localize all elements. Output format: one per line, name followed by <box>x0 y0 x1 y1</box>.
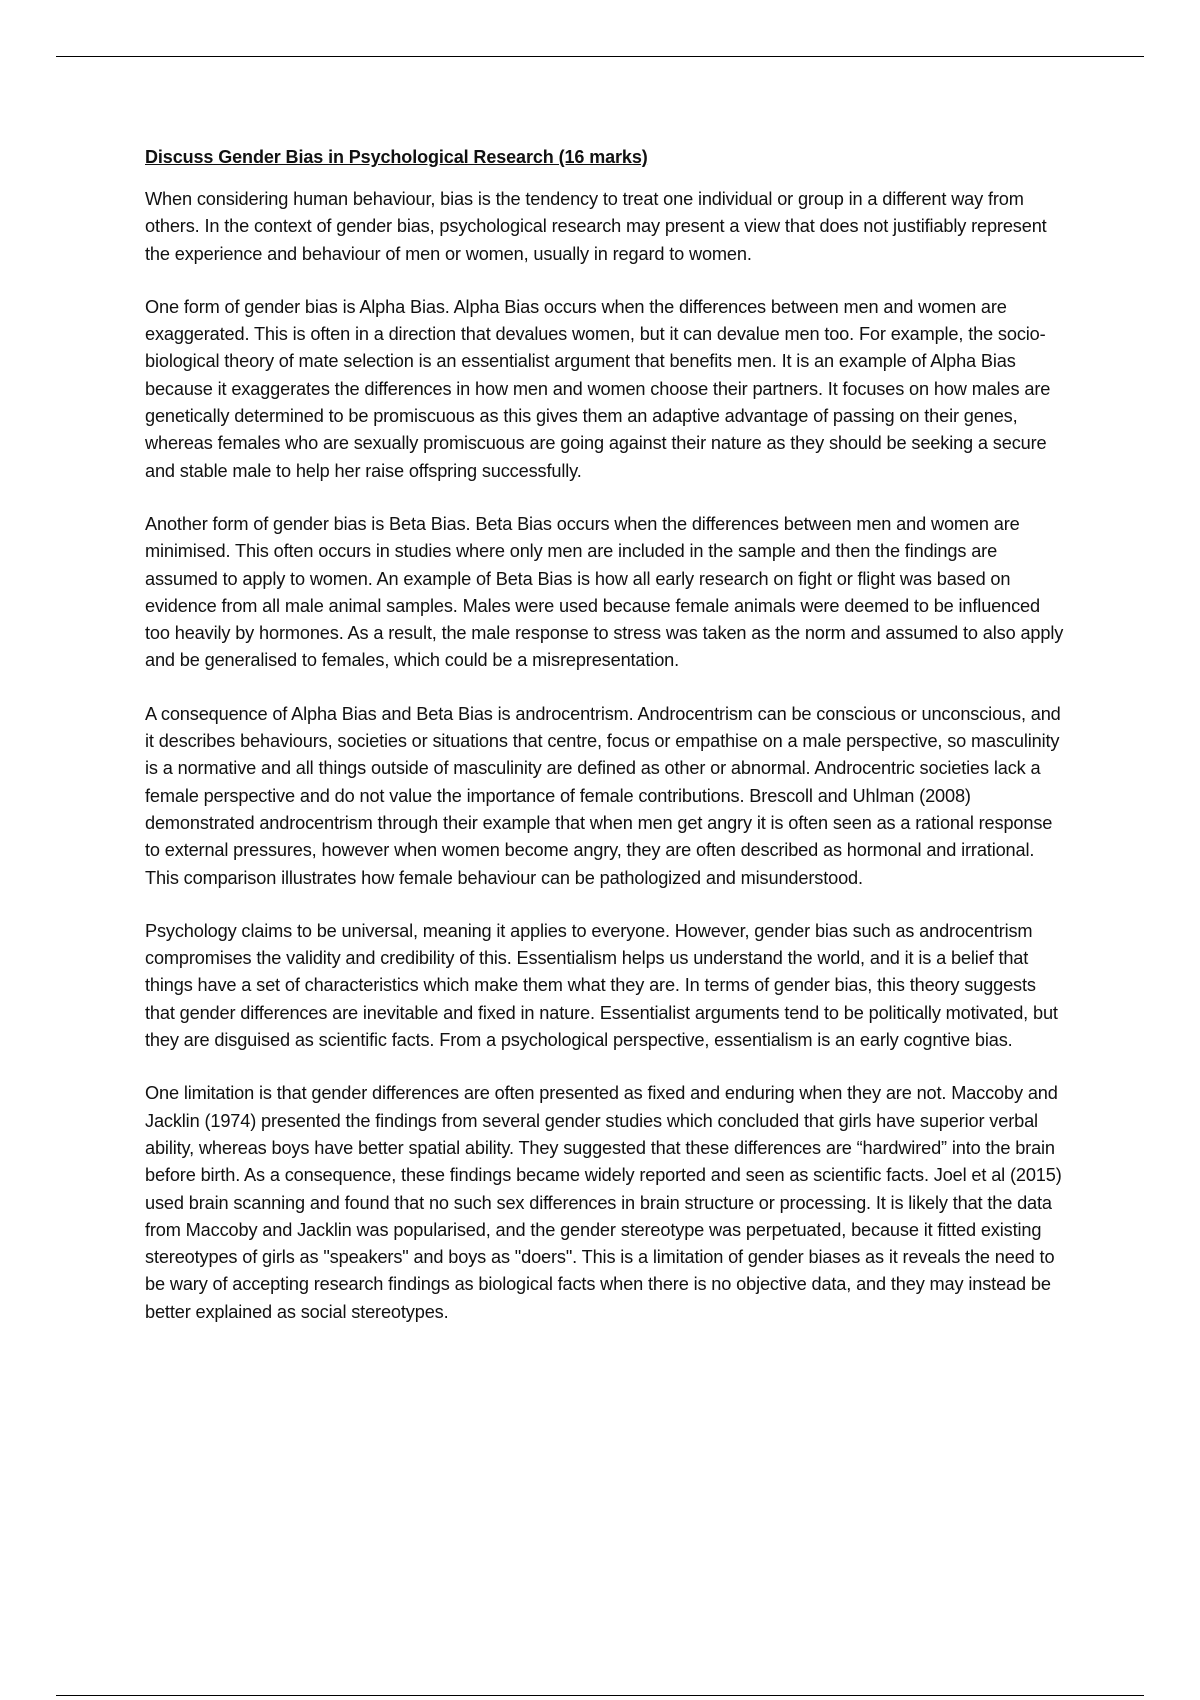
document-body <box>145 146 1065 1352</box>
paragraph-limitation: One limitation is that gender differences are often presented as fixed and enduring when they are not. Maccoby and Jacklin (1974) presented the findings from several gender studies which concluded that girls have superior verbal ability, whereas boys have better spatial ability. They suggested that these differences are “hardwired” into the brain before birth. As a consequence, these findings became widely reported and seen as scientific facts. Joel et al (2015) used brain scanning and found that no such sex differences in brain structure or processing. It is likely that the data from Maccoby and Jacklin was popularised, and the gender stereotype was perpetuated, because it fitted existing stereotypes of girls as "speakers" and boys as "doers". This is a limitation of gender biases as it reveals the need to be wary of accepting research findings as biological facts when there is no objective data, and they may instead be better explained as social stereotypes. <box>145 1083 1062 1322</box>
header-rule <box>56 56 1144 57</box>
paragraph-introduction: When considering human behaviour, bias is the tendency to treat one individual or group in a different way from others. In the context of gender bias, psychological research may present a view that does not justifiably represent the experience and behaviour of men or women, usually in regard to women. <box>145 189 1047 264</box>
paragraph-beta-bias: Another form of gender bias is Beta Bias. Beta Bias occurs when the differences between men and women are minimised. This often occurs in studies where only men are included in the sample and then the findings are assumed to apply to women. An example of Beta Bias is how all early research on fight or flight was based on evidence from all male animal samples. Males were used because female animals were deemed to be influenced too heavily by hormones. As a result, the male response to stress was taken as the norm and assumed to also apply and be generalised to females, which could be a misrepresentation. <box>145 513 1064 671</box>
paragraph-essentialism: Psychology claims to be universal, meaning it applies to everyone. However, gender bias such as androcentrism compromises the validity and credibility of this. Essentialism helps us understand the world, and it is a belief that things have a set of characteristics which make them what they are. In terms of gender bias, this theory suggests that gender differences are inevitable and fixed in nature. Essentialist arguments tend to be politically motivated, but they are disguised as scientific facts. From a psychological perspective, essentialism is an early cogntive bias. <box>145 920 1058 1051</box>
document-title: Discuss Gender Bias in Psychological Research (16 marks) <box>145 147 648 167</box>
paragraph-alpha-bias: One form of gender bias is Alpha Bias. Alpha Bias occurs when the differences between men and women are exaggerated. This is often in a direction that devalues women, but it can devalue men too. For example, the socio-biological theory of mate selection is an essentialist argument that benefits men. It is an example of Alpha Bias because it exaggerates the differences in how men and women choose their partners. It focuses on how males are genetically determined to be promiscuous as this gives them an adaptive advantage of passing on their genes, whereas females who are sexually promiscuous are going against their nature as they should be seeking a secure and stable male to help her raise offspring successfully. <box>145 296 1051 481</box>
footer-rule <box>56 1695 1144 1696</box>
paragraph-androcentrism: A consequence of Alpha Bias and Beta Bias is androcentrism. Androcentrism can be conscious or unconscious, and it describes behaviours, societies or situations that centre, focus or empathise on a male perspective, so masculinity is a normative and all things outside of masculinity are defined as other or abnormal. Androcentric societies lack a female perspective and do not value the importance of female contributions. Brescoll and Uhlman (2008) demonstrated androcentrism through their example that when men get angry it is often seen as a rational response to external pressures, however when women become angry, they are often described as hormonal and irrational. This comparison illustrates how female behaviour can be pathologized and misunderstood. <box>145 703 1061 888</box>
